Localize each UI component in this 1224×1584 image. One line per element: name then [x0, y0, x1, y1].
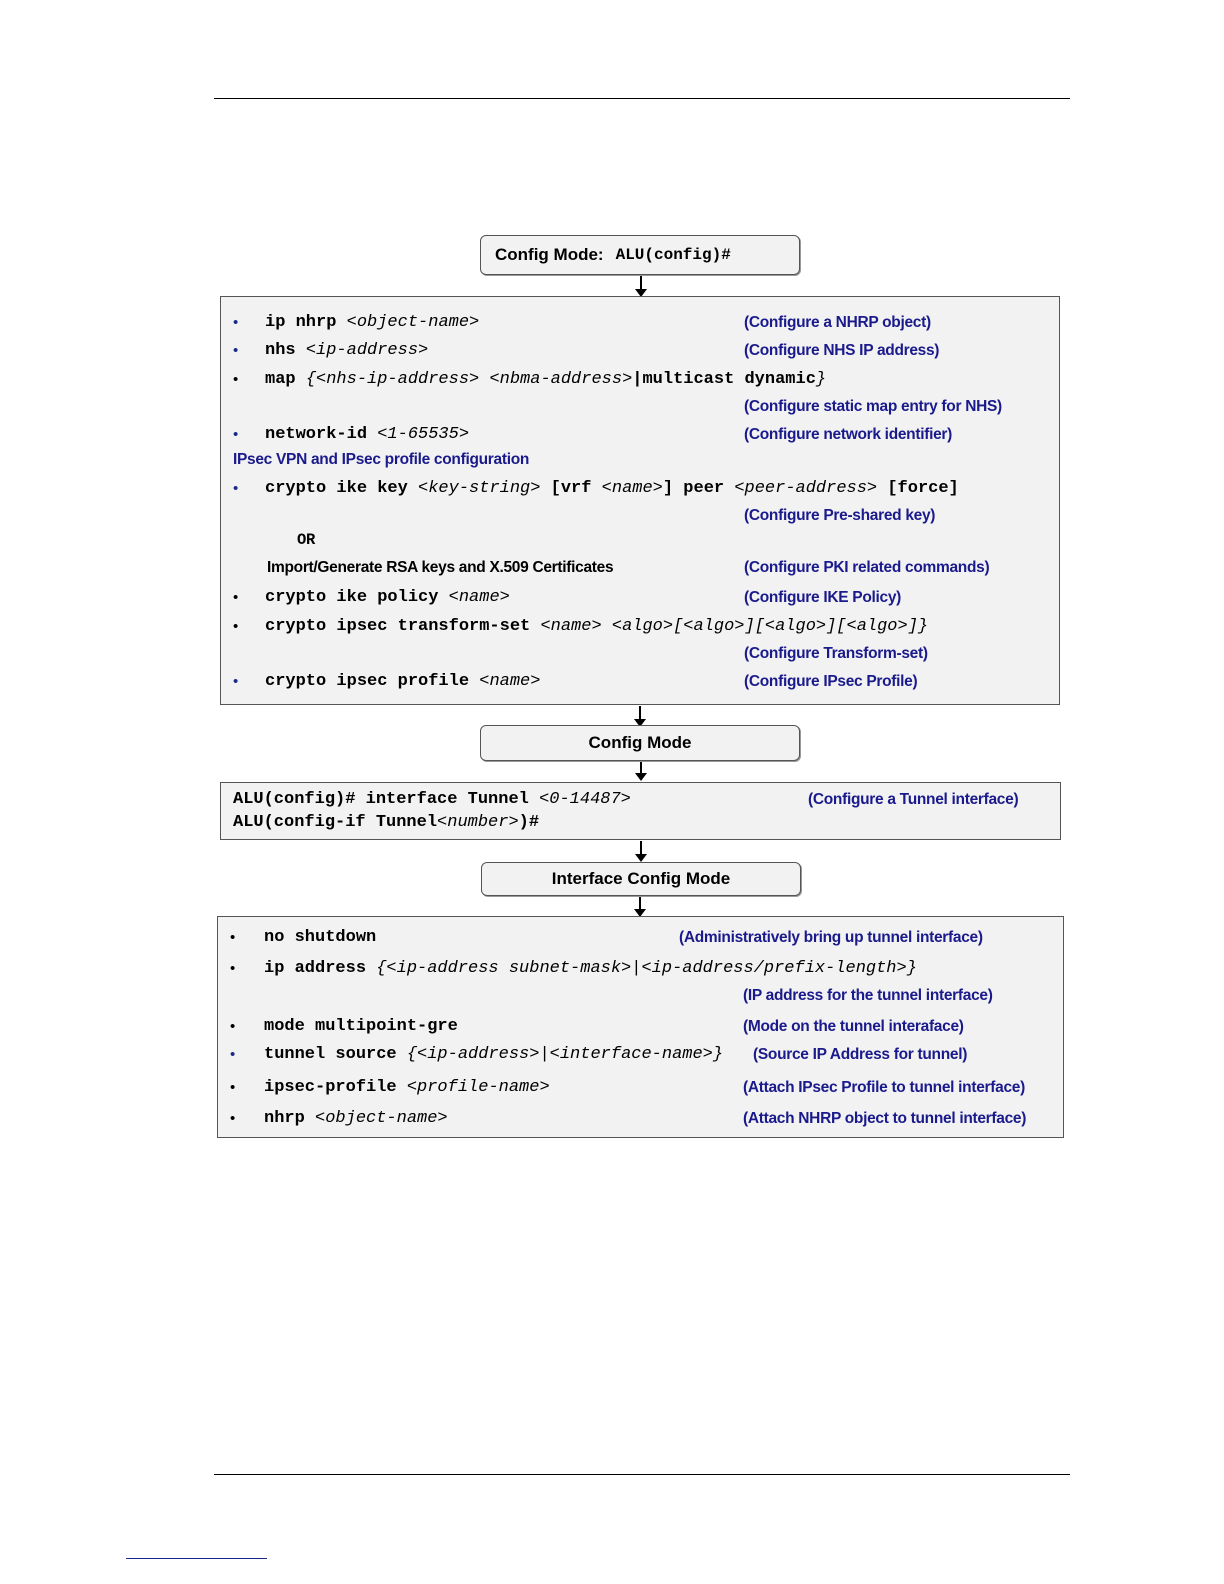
command-text [265, 422, 469, 448]
command-row [221, 641, 1059, 667]
command-keyword: nhrp [264, 1109, 316, 1128]
bullet: • [230, 960, 236, 977]
command-argument: {<ip-address subnet-mask>|<ip-address/prefix-length>} [376, 959, 917, 978]
command-text [265, 614, 928, 640]
command-note: (Attach NHRP object to tunnel interface) [743, 1110, 1027, 1127]
interface-config-mode-pill [481, 862, 801, 896]
tunnel-prompt-line [233, 813, 539, 832]
config-mode-pill-2 [480, 725, 800, 761]
command-keyword: nhs [265, 341, 306, 360]
command-argument: <profile-name> [406, 1078, 550, 1097]
nhrp-ipsec-config-box [220, 296, 1060, 705]
bullet: • [233, 673, 239, 690]
command-argument: <key-string> [418, 479, 541, 498]
bullet: • [233, 426, 239, 443]
bullet: • [230, 1018, 236, 1035]
config-mode-prompt: ALU(config)# [615, 246, 731, 264]
command-text [264, 1014, 458, 1040]
command-row [218, 925, 1063, 951]
command-row [218, 956, 1063, 982]
command-argument: <1-65535> [377, 425, 470, 444]
command-argument: <name> <algo>[<algo>][<algo>][<algo>]} [540, 617, 929, 636]
command-note: (Configure Pre-shared key) [744, 507, 936, 524]
command-keyword: tunnel source [264, 1045, 407, 1064]
command-row [221, 503, 1059, 529]
command-note: (Configure static map entry for NHS) [744, 398, 1002, 415]
command-argument: <name> [601, 479, 663, 498]
command-keyword: ALU(config)# interface Tunnel [233, 790, 540, 809]
command-row [221, 367, 1059, 393]
tunnel-command-line [233, 790, 631, 809]
command-argument: <name> [448, 588, 510, 607]
command-row [221, 394, 1059, 420]
command-text [264, 925, 376, 951]
arrow-5 [639, 897, 641, 910]
config-mode-label-2: Config Mode [588, 733, 692, 752]
command-keyword: ipsec-profile [264, 1078, 407, 1097]
command-argument: {<nhs-ip-address> <nbma-address> [305, 370, 633, 389]
command-keyword: mode multipoint-gre [264, 1017, 458, 1036]
header-rule [214, 98, 1070, 99]
command-keyword: |multicast dynamic [632, 370, 816, 389]
command-keyword: ip address [264, 959, 377, 978]
tunnel-note: (Configure a Tunnel interface) [808, 791, 1019, 808]
interface-config-box [217, 916, 1064, 1138]
footer-rule [214, 1474, 1070, 1475]
bullet: • [230, 1046, 236, 1063]
command-argument: <peer-address> [734, 479, 878, 498]
arrow-2 [639, 706, 641, 720]
command-argument: <number> [437, 813, 519, 832]
bullet: • [233, 480, 239, 497]
command-row [221, 585, 1059, 611]
command-keyword: [vrf [540, 479, 602, 498]
command-keyword: ] peer [662, 479, 735, 498]
bullet: • [230, 929, 236, 946]
arrow-4 [640, 841, 642, 855]
command-argument: {<ip-address>|<interface-name>} [406, 1045, 724, 1064]
bullet: • [230, 1079, 236, 1096]
footer-link-underline[interactable] [126, 1558, 267, 1559]
tunnel-interface-box [220, 782, 1061, 840]
command-text [265, 476, 959, 502]
command-keyword: map [265, 370, 306, 389]
command-keyword: crypto ipsec transform-set [265, 617, 541, 636]
command-text [265, 585, 510, 611]
command-text [264, 1075, 550, 1101]
command-note: (Mode on the tunnel interaface) [743, 1018, 964, 1035]
command-text [264, 1042, 723, 1068]
command-row [218, 1042, 1063, 1068]
command-keyword: crypto ike key [265, 479, 419, 498]
config-mode-label: Config Mode: [495, 245, 604, 264]
command-note: (Configure NHS IP address) [744, 342, 940, 359]
command-text [265, 367, 826, 393]
command-row [218, 1106, 1063, 1132]
import-note: (Configure PKI related commands) [744, 559, 990, 576]
command-argument: <ip-address> [305, 341, 429, 360]
command-note: (Configure IPsec Profile) [744, 673, 918, 690]
command-keyword: crypto ike policy [265, 588, 449, 607]
arrow-1 [640, 276, 642, 290]
command-row [221, 422, 1059, 448]
command-text [264, 956, 917, 982]
command-row [221, 310, 1059, 336]
interface-config-mode-label: Interface Config Mode [551, 869, 731, 888]
bullet: • [233, 342, 239, 359]
command-keyword: ip nhrp [265, 313, 347, 332]
command-row [218, 983, 1063, 1009]
command-argument: <name> [479, 672, 541, 691]
command-text [265, 338, 428, 364]
command-keyword: no shutdown [264, 928, 377, 947]
command-argument: <0-14487> [539, 790, 631, 809]
ipsec-section-title: IPsec VPN and IPsec profile configuration [233, 451, 530, 468]
command-note: (Configure network identifier) [744, 426, 953, 443]
command-keyword: [force] [877, 479, 959, 498]
command-text [265, 310, 479, 336]
bullet: • [233, 371, 239, 388]
command-keyword: ALU(config-if Tunnel [233, 813, 438, 832]
command-argument: } [815, 370, 827, 389]
bullet: • [233, 314, 239, 331]
command-argument: <object-name> [346, 313, 480, 332]
command-note: (Configure a NHRP object) [744, 314, 931, 331]
arrow-3 [640, 762, 642, 774]
command-note: (Attach IPsec Profile to tunnel interface) [743, 1079, 1025, 1096]
command-keyword: )# [518, 813, 540, 832]
command-row [218, 1014, 1063, 1040]
command-argument: <object-name> [315, 1109, 448, 1128]
command-row [218, 1075, 1063, 1101]
command-row [221, 669, 1059, 695]
command-row [221, 476, 1059, 502]
bullet: • [230, 1110, 236, 1127]
bullet: • [233, 618, 239, 635]
command-keyword: crypto ipsec profile [265, 672, 480, 691]
command-text [264, 1106, 448, 1132]
import-label: Import/Generate RSA keys and X.509 Certificates [267, 559, 614, 576]
command-note: (Administratively bring up tunnel interface) [679, 929, 983, 946]
command-row [221, 614, 1059, 640]
command-text [265, 669, 540, 695]
or-label: OR [297, 531, 316, 549]
command-row [221, 338, 1059, 364]
command-note: (Configure Transform-set) [744, 645, 928, 662]
bullet: • [233, 589, 239, 606]
command-keyword: network-id [265, 425, 378, 444]
command-note: (IP address for the tunnel interface) [743, 987, 993, 1004]
command-note: (Source IP Address for tunnel) [753, 1046, 968, 1063]
command-note: (Configure IKE Policy) [744, 589, 902, 606]
config-mode-pill [480, 235, 800, 275]
